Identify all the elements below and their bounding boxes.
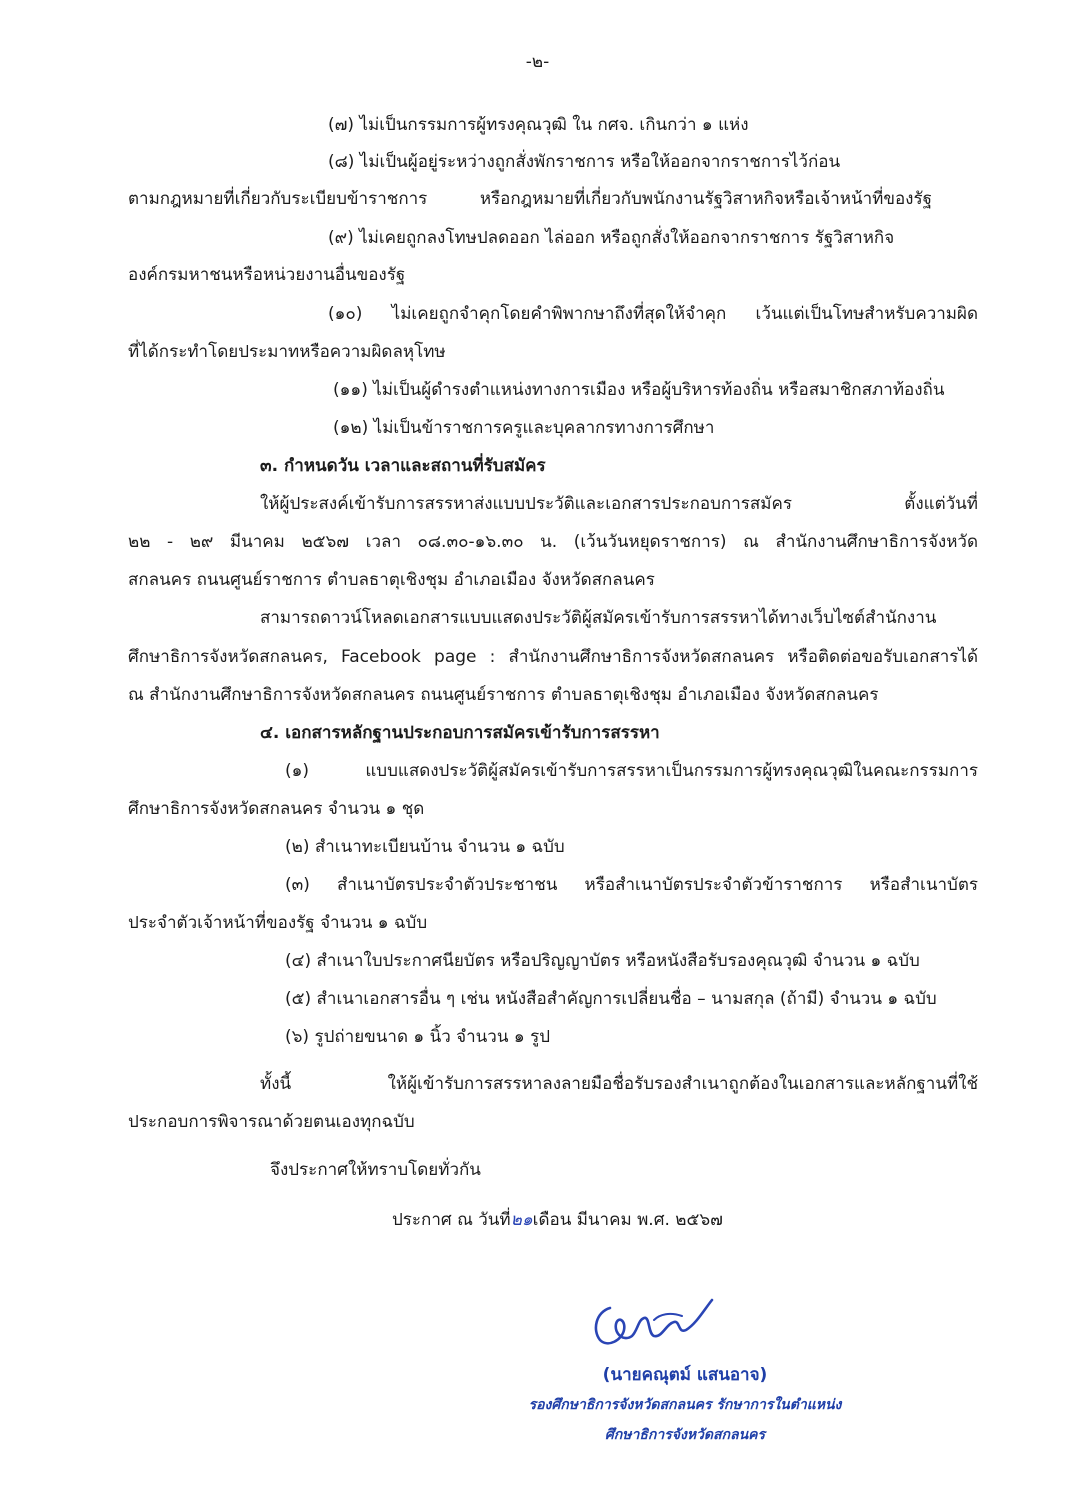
section-3-heading: ๓. กำหนดวัน เวลาและสถานที่รับสมัคร [260, 456, 546, 476]
signatory-name: (นายคณุตม์ แสนอาจ) [602, 1365, 768, 1385]
announcement-date [392, 1208, 723, 1232]
section-3-para1-line2: ๒๒ - ๒๙ มีนาคม ๒๕๖๗ เวลา ๐๘.๓๐-๑๖.๓๐ น. (เว้นวันหยุดราชการ) ณ สำนักงานศึกษาธิการจังหวัด [128, 532, 978, 552]
qualification-7: (๗) ไม่เป็นกรรมการผู้ทรงคุณวุฒิ ใน กศจ. เกินกว่า ๑ แห่ง [328, 115, 749, 135]
document-5: (๕) สำเนาเอกสารอื่น ๆ เช่น หนังสือสำคัญการเปลี่ยนชื่อ – นามสกุล (ถ้ามี) จำนวน ๑ ฉบับ [285, 989, 937, 1009]
document-1-line1: (๑) แบบแสดงประวัติผู้สมัครเข้ารับการสรรหาเป็นกรรมการผู้ทรงคุณวุฒิในคณะกรรมการ [285, 761, 978, 781]
qualification-9-line2: องค์กรมหาชนหรือหน่วยงานอื่นของรัฐ [128, 265, 406, 285]
date-prefix: ประกาศ ณ วันที่ [392, 1210, 511, 1230]
qualification-11: (๑๑) ไม่เป็นผู้ดำรงตำแหน่งทางการเมือง หรือผู้บริหารท้องถิ่น หรือสมาชิกสภาท้องถิ่น [333, 380, 945, 400]
document-3-line2: ประจำตัวเจ้าหน้าที่ของรัฐ จำนวน ๑ ฉบับ [128, 913, 428, 933]
date-suffix: เดือน มีนาคม พ.ศ. ๒๕๖๗ [532, 1210, 723, 1230]
qualification-10-line1: (๑๐) ไม่เคยถูกจำคุกโดยคำพิพากษาถึงที่สุดให้จำคุก เว้นแต่เป็นโทษสำหรับความผิด [328, 304, 978, 324]
date-day: ๒๑ [510, 1210, 533, 1230]
qualification-8-line2: ตามกฎหมายที่เกี่ยวกับระเบียบข้าราชการ หรือกฎหมายที่เกี่ยวกับพนักงานรัฐวิสาหกิจหรือเจ้าหน้าที่ของรัฐ [128, 189, 932, 209]
section-3-para2-line3: ณ สำนักงานศึกษาธิการจังหวัดสกลนคร ถนนศูนย์ราชการ ตำบลธาตุเชิงชุม อำเภอเมือง จังหวัดสกลนคร [128, 685, 879, 705]
section-3-para2-line1: สามารถดาวน์โหลดเอกสารแบบแสดงประวัติผู้สมัครเข้ารับการสรรหาได้ทางเว็บไซต์สำนักงาน [260, 608, 937, 628]
closing-line1: ทั้งนี้ ให้ผู้เข้ารับการสรรหาลงลายมือชื่อรับรองสำเนาถูกต้องในเอกสารและหลักฐานที่ใช้ [260, 1074, 978, 1094]
section-3-para1-line1: ให้ผู้ประสงค์เข้ารับการสรรหาส่งแบบประวัติและเอกสารประกอบการสมัคร ตั้งแต่วันที่ [260, 494, 978, 514]
section-3-para1-line3: สกลนคร ถนนศูนย์ราชการ ตำบลธาตุเชิงชุม อำเภอเมือง จังหวัดสกลนคร [128, 570, 655, 590]
document-3-line1: (๓) สำเนาบัตรประจำตัวประชาชน หรือสำเนาบัตรประจำตัวข้าราชการ หรือสำเนาบัตร [285, 875, 978, 895]
section-4-heading: ๔. เอกสารหลักฐานประกอบการสมัครเข้ารับการสรรหา [260, 723, 660, 743]
announcement: จึงประกาศให้ทราบโดยทั่วกัน [270, 1160, 481, 1180]
document-1-line2: ศึกษาธิการจังหวัดสกลนคร จำนวน ๑ ชุด [128, 799, 425, 819]
document-4: (๔) สำเนาใบประกาศนียบัตร หรือปริญญาบัตร หรือหนังสือรับรองคุณวุฒิ จำนวน ๑ ฉบับ [285, 951, 920, 971]
handwritten-signature [588, 1290, 728, 1360]
section-3-para2-line2: ศึกษาธิการจังหวัดสกลนคร, Facebook page : สำนักงานศึกษาธิการจังหวัดสกลนคร หรือติดต่อขอรับเอกสารได้ [128, 647, 978, 667]
document-6: (๖) รูปถ่ายขนาด ๑ นิ้ว จำนวน ๑ รูป [285, 1027, 550, 1047]
signatory-position-line1: รองศึกษาธิการจังหวัดสกลนคร รักษาการในตำแหน่ง [528, 1397, 842, 1413]
qualification-9-line1: (๙) ไม่เคยถูกลงโทษปลดออก ไล่ออก หรือถูกสั่งให้ออกจากราชการ รัฐวิสาหกิจ [328, 228, 895, 248]
qualification-12: (๑๒) ไม่เป็นข้าราชการครูและบุคลากรทางการศึกษา [333, 418, 715, 438]
qualification-8-line1: (๘) ไม่เป็นผู้อยู่ระหว่างถูกสั่งพักราชการ หรือให้ออกจากราชการไว้ก่อน [328, 152, 841, 172]
signatory-position-line2: ศึกษาธิการจังหวัดสกลนคร [604, 1427, 766, 1443]
qualification-10-line2: ที่ได้กระทำโดยประมาทหรือความผิดลหุโทษ [128, 342, 446, 362]
page-number: -๒- [525, 52, 550, 72]
document-2: (๒) สำเนาทะเบียนบ้าน จำนวน ๑ ฉบับ [285, 837, 565, 857]
closing-line2: ประกอบการพิจารณาด้วยตนเองทุกฉบับ [128, 1112, 415, 1132]
